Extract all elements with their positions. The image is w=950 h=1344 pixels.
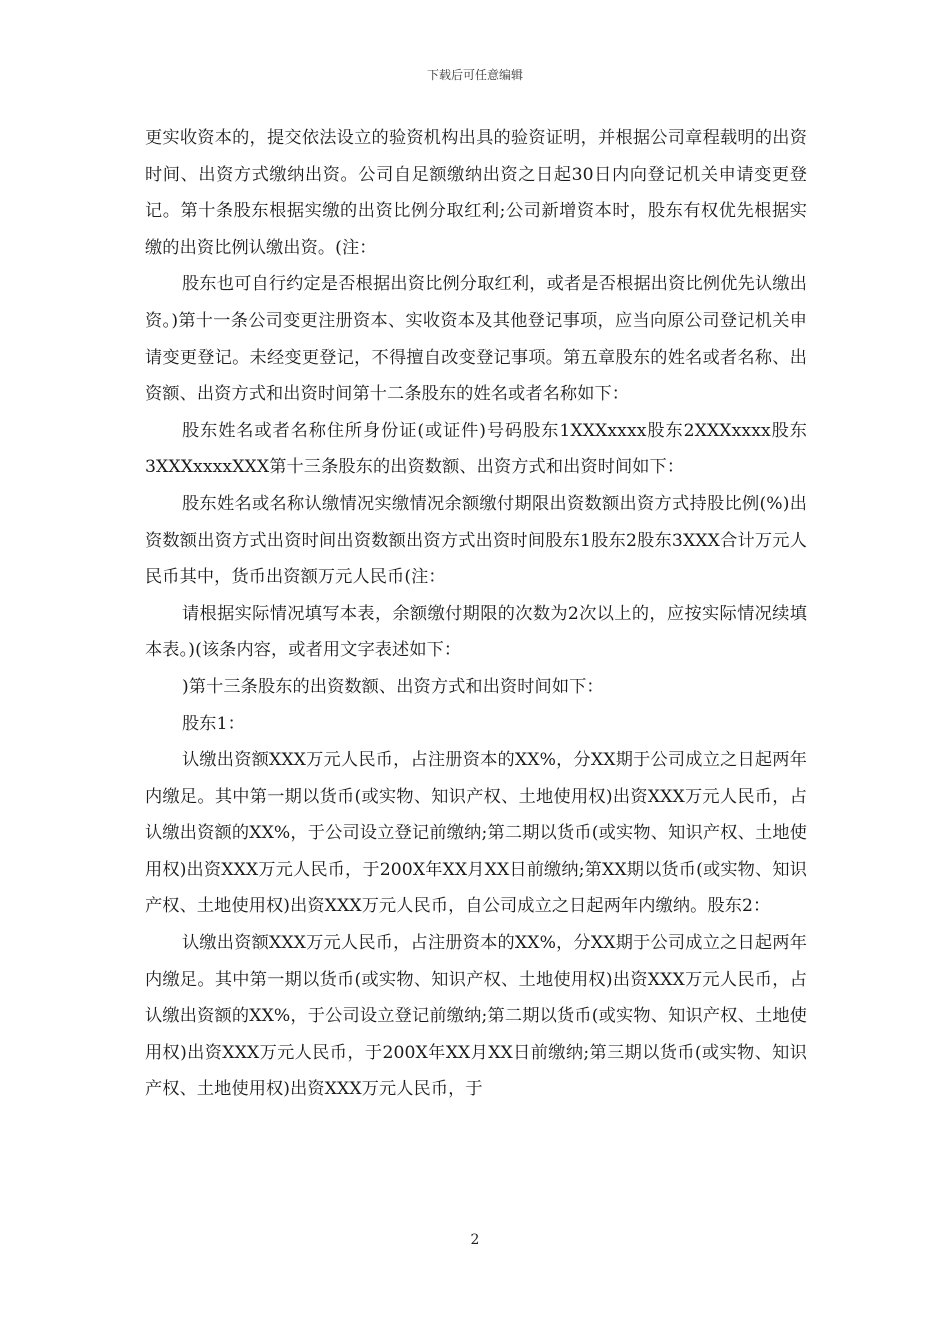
paragraph-8: 认缴出资额XXX万元人民币，占注册资本的XX%，分XX期于公司成立之日起两年内缴足。其中第一期以货币(或实物、知识产权、土地使用权)出资XXX万元人民币，占认缴出资额的XX%，于公司设立登记前缴纳;第二期以货币(或实物、知识产权、土地使用权)出资XXX万元人民币，于200X年XX月XX日前缴纳;第XX期以货币(或实物、知识产权、土地使用权)出资XXX万元人民币，自公司成立之日起两年内缴纳。股东2：	[145, 750, 807, 917]
document-body	[145, 120, 807, 1108]
page-number: 2	[470, 1232, 480, 1248]
page-header: 下载后可任意编辑	[426, 68, 523, 82]
paragraph-4: 股东姓名或名称认缴情况实缴情况余额缴付期限出资数额出资方式持股比例(%)出资数额出资方式出资时间出资数额出资方式出资时间股东1股东2股东3XXX合计万元人民币其中，货币出资额万元人民币(注：	[145, 493, 807, 588]
paragraph-6: )第十三条股东的出资数额、出资方式和出资时间如下：	[182, 676, 604, 697]
paragraph-9: 认缴出资额XXX万元人民币，占注册资本的XX%，分XX期于公司成立之日起两年内缴足。其中第一期以货币(或实物、知识产权、土地使用权)出资XXX万元人民币，占认缴出资额的XX%，于公司设立登记前缴纳;第二期以货币(或实物、知识产权、土地使用权)出资XXX万元人民币，于200X年XX月XX日前缴纳;第三期以货币(或实物、知识产权、土地使用权)出资XXX万元人民币，于	[145, 933, 807, 1100]
paragraph-1: 更实收资本的，提交依法设立的验资机构出具的验资证明，并根据公司章程载明的出资时间、出资方式缴纳出资。公司自足额缴纳出资之日起30日内向登记机关申请变更登记。第十条股东根据实缴的出资比例分取红利;公司新增资本时，股东有权优先根据实缴的出资比例认缴出资。(注：	[145, 128, 807, 258]
paragraph-5: 请根据实际情况填写本表，余额缴付期限的次数为2次以上的，应按实际情况续填本表。)(该条内容，或者用文字表述如下：	[145, 603, 807, 661]
paragraph-7: 股东1：	[182, 713, 245, 734]
paragraph-3: 股东姓名或者名称住所身份证(或证件)号码股东1XXXxxxx股东2XXXxxxx股东3XXXxxxxXXX第十三条股东的出资数额、出资方式和出资时间如下：	[145, 420, 807, 478]
paragraph-2: 股东也可自行约定是否根据出资比例分取红利，或者是否根据出资比例优先认缴出资。)第十一条公司变更注册资本、实收资本及其他登记事项，应当向原公司登记机关申请变更登记。未经变更登记，不得擅自改变登记事项。第五章股东的姓名或者名称、出资额、出资方式和出资时间第十二条股东的姓名或者名称如下：	[145, 274, 807, 405]
